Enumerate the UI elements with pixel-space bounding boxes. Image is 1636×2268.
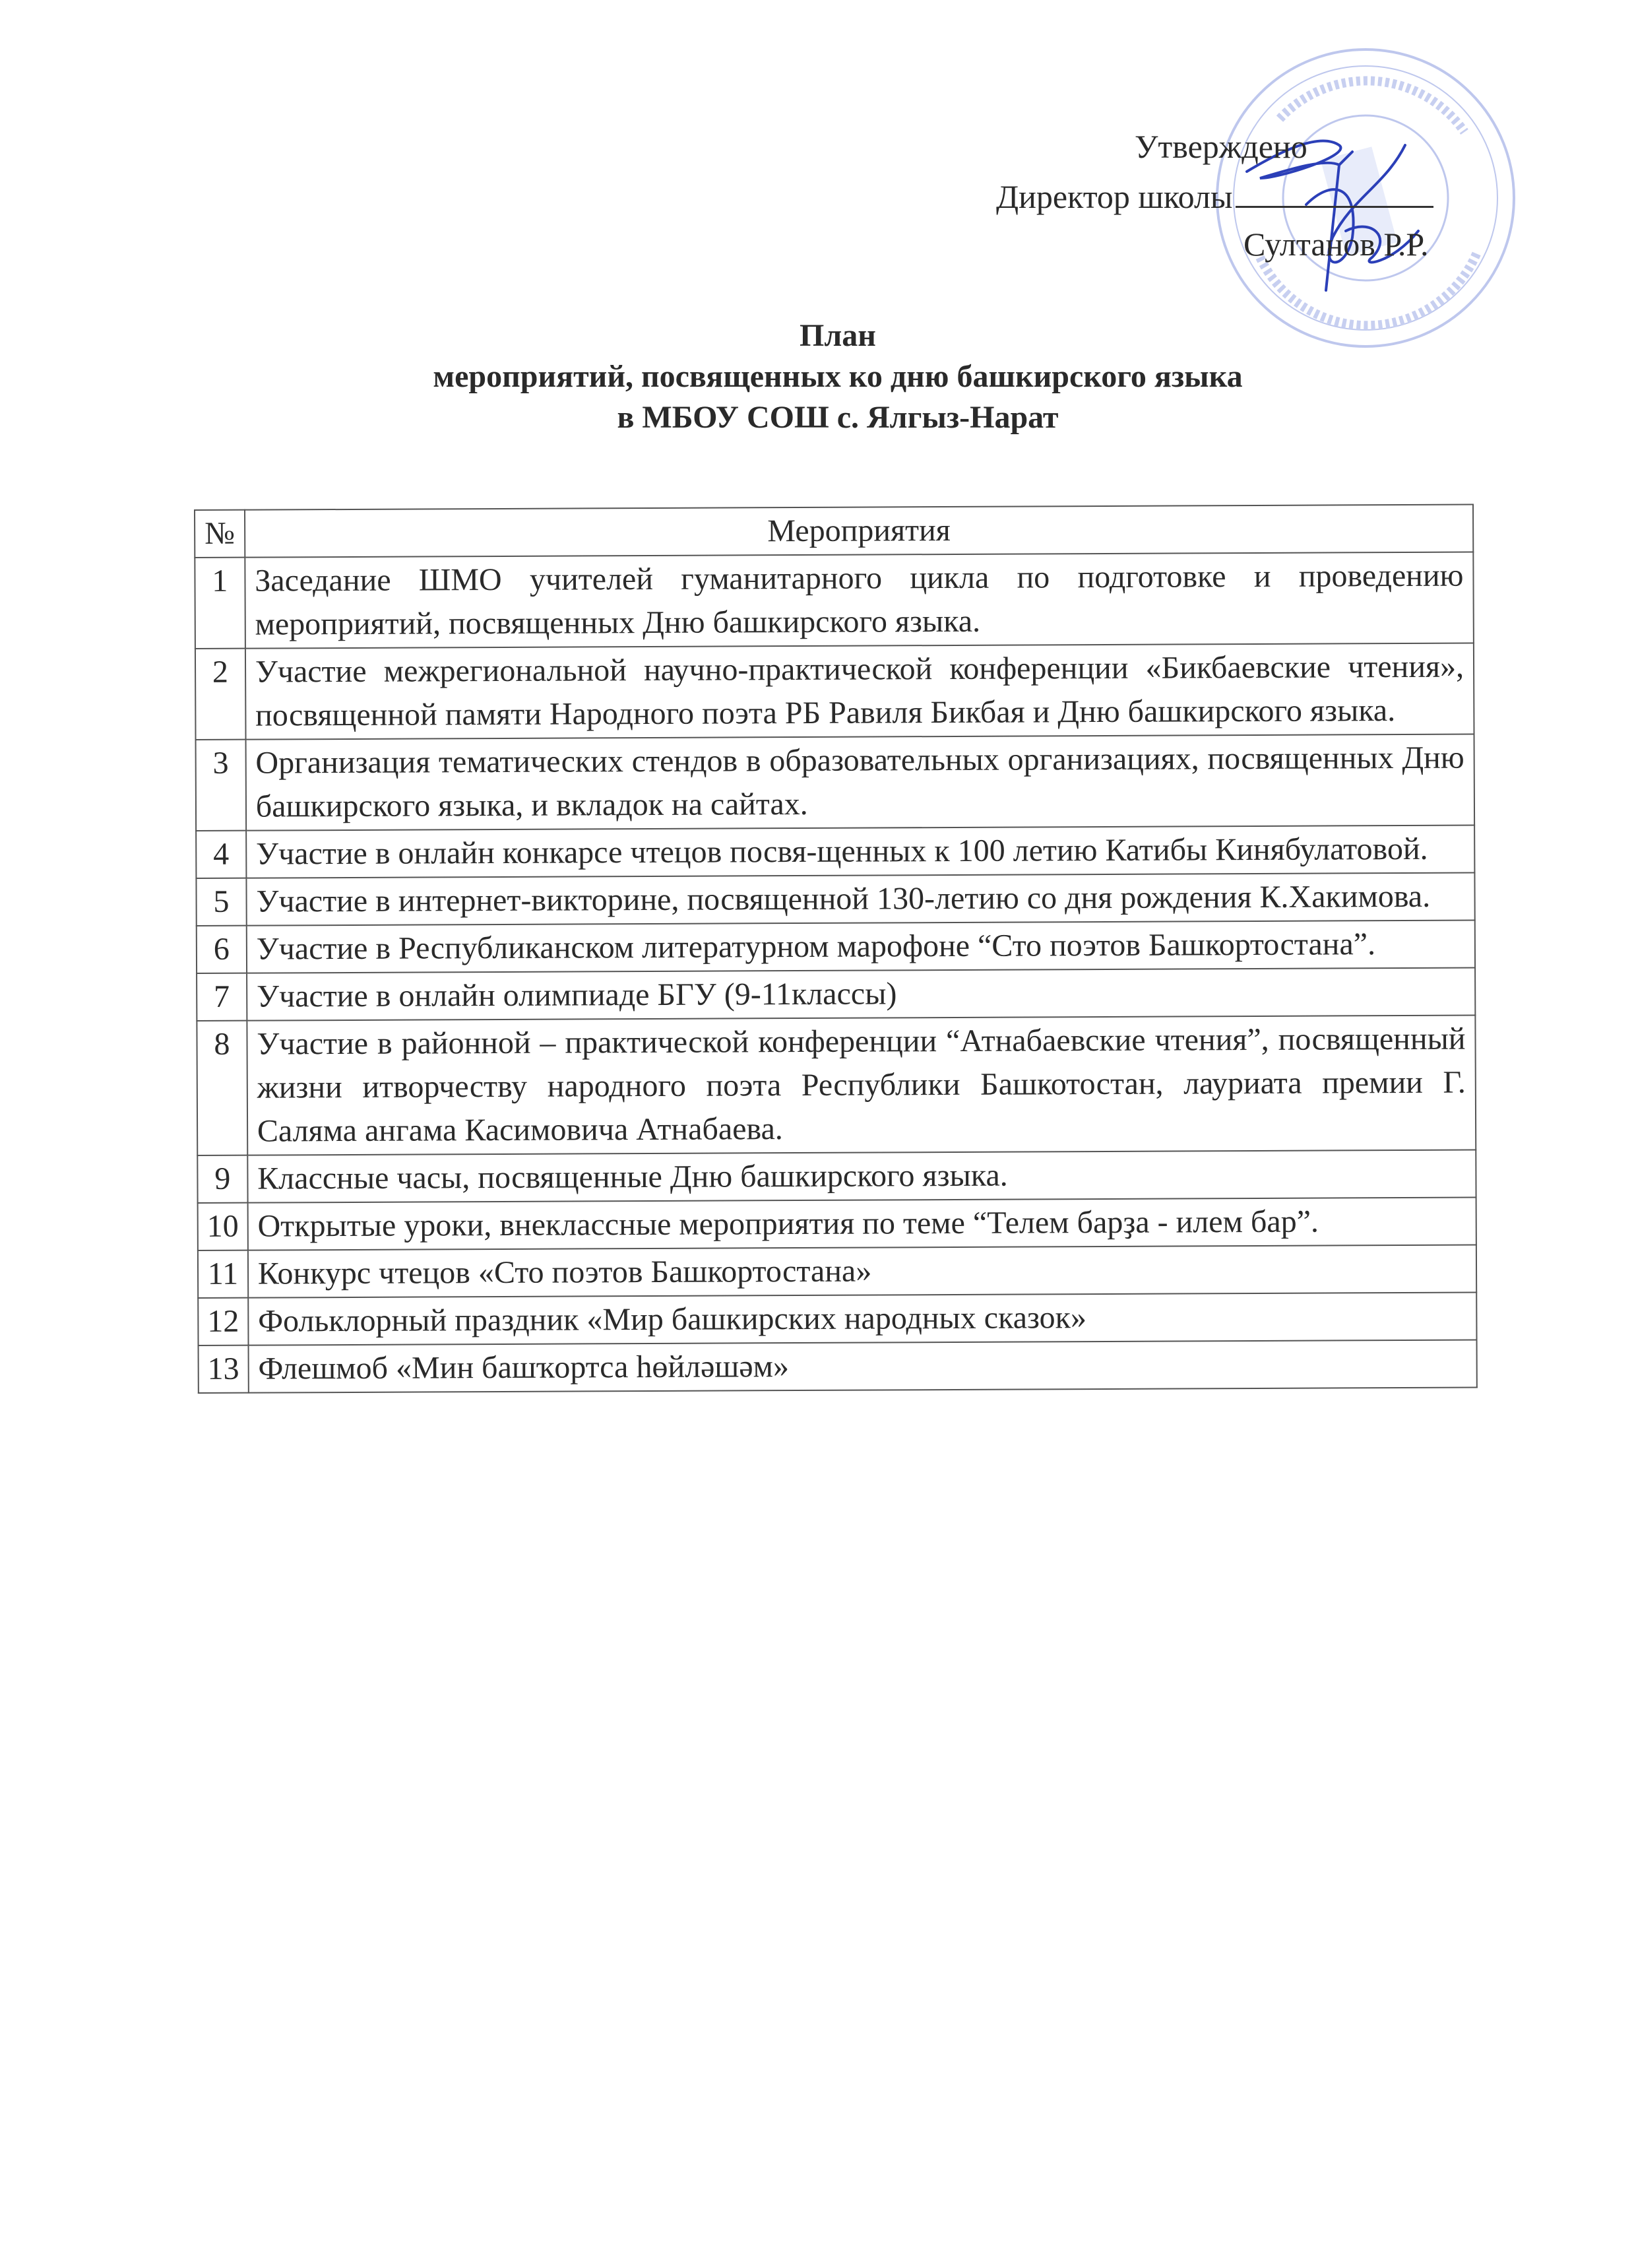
table-row [196,826,1474,878]
table-row [199,1340,1477,1393]
row-number: 6 [197,926,247,973]
table-row [197,921,1475,973]
row-number: 3 [196,740,246,831]
row-event: Участие в районной – практической конференции “Атнабаевские чтения”, посвященный жизни итворчеству народного поэта Республики Башкотостан, лауриата премии Г. Саляма ангама Касимовича Атнабаева. [247,1016,1476,1155]
row-event: Классные часы, посвященные Дню башкирского языка. [247,1150,1476,1203]
document-title [0,315,1636,438]
table-row [196,873,1474,926]
table-row [197,1150,1476,1203]
row-number: 10 [198,1203,248,1250]
row-event: Фольклорный праздник «Мир башкирских народных сказок» [248,1293,1476,1345]
row-number: 4 [196,831,246,878]
row-event: Организация тематических стендов в образовательных организациях, посвященных Дню башкирского языка, и вкладок на сайтах. [245,734,1474,831]
header-number: № [195,510,245,558]
row-number: 9 [197,1155,247,1203]
row-event: Конкурс чтецов «Сто поэтов Башкортостана» [248,1245,1476,1298]
row-number: 8 [197,1021,247,1155]
table-header-row [195,505,1473,558]
title-line-1: План [800,318,876,353]
row-event: Участие в онлайн конкарсе чтецов посвя-щенных к 100 летию Катибы Кинябулатовой. [246,826,1474,878]
table-row [195,643,1474,740]
signature-line [1236,206,1433,208]
table-row [195,552,1474,649]
director-name: Султанов Р.Р. [1243,226,1429,263]
director-position: Директор школы [996,178,1233,215]
approved-label: Утверждено [1135,128,1307,165]
title-line-3: в МБОУ СОШ с. Ялгыз-Нарат [617,400,1059,435]
director-position-line [996,172,1433,221]
row-event: Участие в Республиканском литературном марофоне “Сто поэтов Башкортостана”. [247,921,1475,973]
row-event: Участие в онлайн олимпиаде БГУ (9-11классы) [247,968,1475,1021]
row-event: Флешмоб «Мин башҡортса һөйләшәм» [248,1340,1476,1393]
table-row [196,734,1475,831]
row-number: 5 [196,878,246,926]
table-row [197,968,1475,1021]
events-table [194,504,1478,1394]
title-line-2: мероприятий, посвященных ко дню башкирского языка [433,359,1243,394]
row-number: 1 [195,558,245,649]
row-event: Открытые уроки, внеклассные мероприятия по теме “Телем барҙа - илем бар”. [247,1198,1476,1250]
row-event: Участие в интернет-викторине, посвященной 130-летию со дня рождения К.Хакимова. [246,873,1474,926]
row-number: 12 [198,1298,248,1345]
row-event: Заседание ШМО учителей гуманитарного цикла по подготовке и проведению мероприятий, посвященных Дню башкирского языка. [245,552,1474,649]
row-number: 7 [197,973,247,1021]
row-number: 2 [195,649,245,740]
row-number: 11 [198,1250,248,1298]
table-row [198,1245,1476,1298]
table-row [198,1293,1476,1345]
row-number: 13 [199,1345,249,1393]
table-row [198,1198,1476,1250]
table-row [197,1016,1476,1155]
row-event: Участие межрегиональной научно-практической конференции «Бикбаевские чтения», посвященной памяти Народного поэта РБ Равиля Бикбая и Дню башкирского языка. [245,643,1474,740]
header-events: Мероприятия [245,505,1473,558]
